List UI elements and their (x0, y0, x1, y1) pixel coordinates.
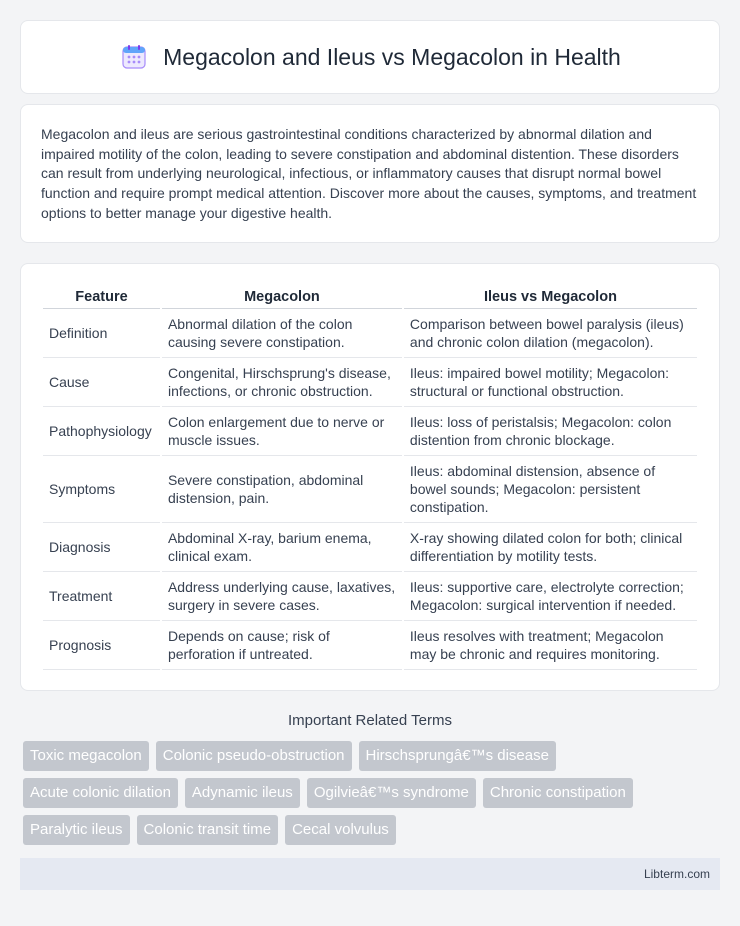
row-megacolon: Abnormal dilation of the colon causing severe constipation. (162, 309, 402, 358)
table-row (43, 572, 697, 621)
table-row (43, 309, 697, 358)
related-term-tag[interactable]: Cecal volvulus (285, 815, 396, 845)
related-terms-title: Important Related Terms (288, 712, 452, 729)
row-megacolon: Abdominal X-ray, barium enema, clinical exam. (162, 523, 402, 572)
table-row (43, 358, 697, 407)
row-feature: Definition (43, 309, 160, 358)
row-feature: Cause (43, 358, 160, 407)
related-term-tag[interactable]: Chronic constipation (483, 778, 633, 808)
row-ileus-vs-megacolon: Comparison between bowel paralysis (ileus) and chronic colon dilation (megacolon). (404, 309, 697, 358)
intro-text: Megacolon and ileus are serious gastrointestinal conditions characterized by abnormal dilation and impaired motility of the colon, leading to severe constipation and abdominal distention. These disorders can result from underlying neurological, infectious, or inflammatory causes that disrupt normal bowel function and require prompt medical attention. Discover more about the causes, symptoms, and treatment options to better manage your digestive health. (41, 126, 697, 221)
related-term-tag[interactable]: Paralytic ileus (23, 815, 130, 845)
row-feature: Prognosis (43, 621, 160, 670)
related-term-tag[interactable]: Adynamic ileus (185, 778, 300, 808)
header-megacolon: Megacolon (162, 283, 402, 309)
related-term-tag[interactable]: Colonic transit time (137, 815, 279, 845)
comparison-table (41, 283, 699, 670)
table-row (43, 407, 697, 456)
related-term-tag[interactable]: Ogilvieâ€™s syndrome (307, 778, 476, 808)
row-ileus-vs-megacolon: Ileus: impaired bowel motility; Megacolon: structural or functional obstruction. (404, 358, 697, 407)
related-term-tag[interactable]: Hirschsprungâ€™s disease (359, 741, 556, 771)
header-ileus-vs-megacolon: Ileus vs Megacolon (404, 283, 697, 309)
table-row (43, 621, 697, 670)
table-header-row (43, 283, 697, 309)
footer (20, 858, 720, 890)
row-feature: Symptoms (43, 456, 160, 523)
row-ileus-vs-megacolon: Ileus: abdominal distension, absence of bowel sounds; Megacolon: persistent constipation. (404, 456, 697, 523)
related-terms-list (20, 741, 720, 845)
row-ileus-vs-megacolon: Ileus: loss of peristalsis; Megacolon: colon distention from chronic blockage. (404, 407, 697, 456)
comparison-table-card (20, 263, 720, 691)
title-card (20, 20, 720, 94)
header-feature: Feature (43, 283, 160, 309)
row-megacolon: Congenital, Hirschsprung's disease, infections, or chronic obstruction. (162, 358, 402, 407)
table-row (43, 456, 697, 523)
row-feature: Pathophysiology (43, 407, 160, 456)
footer-brand-link[interactable]: Libterm.com (643, 867, 710, 881)
related-term-tag[interactable]: Acute colonic dilation (23, 778, 178, 808)
related-term-tag[interactable]: Colonic pseudo-obstruction (156, 741, 352, 771)
row-ileus-vs-megacolon: Ileus: supportive care, electrolyte correction; Megacolon: surgical intervention if needed. (404, 572, 697, 621)
row-feature: Treatment (43, 572, 160, 621)
row-ileus-vs-megacolon: X-ray showing dilated colon for both; clinical differentiation by motility tests. (404, 523, 697, 572)
row-megacolon: Severe constipation, abdominal distension, pain. (162, 456, 402, 523)
row-megacolon: Colon enlargement due to nerve or muscle issues. (162, 407, 402, 456)
calendar-icon (119, 42, 149, 72)
row-feature: Diagnosis (43, 523, 160, 572)
row-megacolon: Depends on cause; risk of perforation if untreated. (162, 621, 402, 670)
row-megacolon: Address underlying cause, laxatives, surgery in severe cases. (162, 572, 402, 621)
page-title: Megacolon and Ileus vs Megacolon in Health (163, 43, 621, 70)
row-ileus-vs-megacolon: Ileus resolves with treatment; Megacolon may be chronic and requires monitoring. (404, 621, 697, 670)
intro-card (20, 104, 720, 243)
table-row (43, 523, 697, 572)
related-term-tag[interactable]: Toxic megacolon (23, 741, 149, 771)
